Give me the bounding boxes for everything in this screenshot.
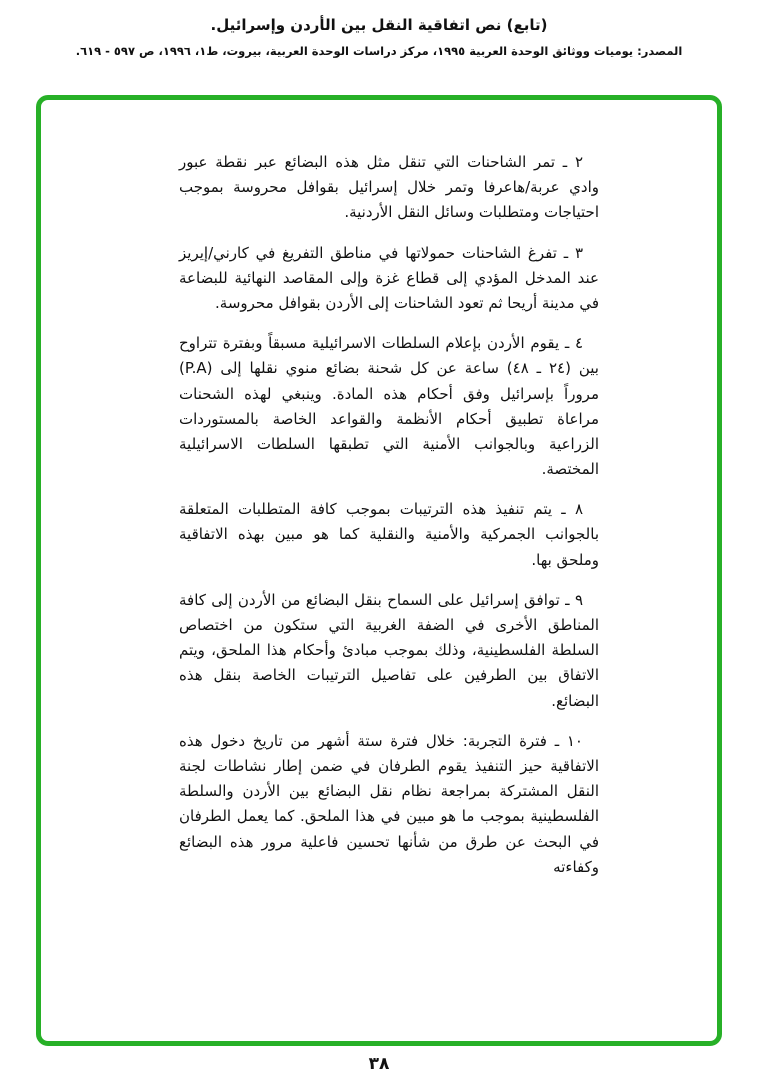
paragraph-8: ٨ ـ يتم تنفيذ هذه الترتيبات بموجب كافة المتطلبات المتعلقة بالجوانب الجمركية والأمنية والنقلية كما هو مبين بهذه الاتفاقية وملحق بها. [179, 500, 599, 569]
document-title: (تابع) نص اتفاقية النقل بين الأردن وإسرائيل. [210, 16, 548, 34]
content-border-box [36, 95, 722, 1046]
paragraph-2: ٢ ـ تمر الشاحنات التي تنقل مثل هذه البضائع عبر نقطة عبور وادي عربة/هاعرفا وتمر خلال إسرائيل بقوافل محروسة بموجب احتياجات ومتطلبات وسائل النقل الأردنية. [179, 153, 599, 222]
paragraph-9: ٩ ـ توافق إسرائيل على السماح بنقل البضائع من الأردن إلى كافة المناطق الأخرى في الضفة الغربية التي ستكون من اختصاص السلطة الفلسطينية، وذلك بموجب مبادئ وأحكام هذا الملحق، ويتم الاتفاق بين الطرفين على تفاصيل الترتيبات الخاصة بنقل هذه البضائع. [179, 590, 599, 710]
paragraph-4: ٤ ـ يقوم الأردن بإعلام السلطات الاسرائيلية مسبقاً وبفترة تتراوح بين (٢٤ ـ ٤٨) ساعة عن كل شحنة بضائع منوي نقلها إلى (P.A) مروراً بإسرائيل وفق أحكام هذه المادة. وينبغي لهذه الشحنات مراعاة تطبيق أحكام الأنظمة والقواعد الخاصة بالمستوردات الزراعية وبالجوانب الأمنية التي تطبقها السلطات الاسرائيلية المختصة. [179, 334, 599, 479]
document-body [179, 150, 599, 895]
page-header [0, 0, 758, 58]
paragraph-3: ٣ ـ تفرغ الشاحنات حمولاتها في مناطق التفريغ في كارني/إيريز عند المدخل المؤدي إلى قطاع غزة وإلى المقاصد النهائية للبضاعة في مدينة أريحا ثم تعود الشاحنات إلى الأردن بقوافل محروسة. [179, 243, 599, 312]
source-citation: المصدر: يوميات ووثائق الوحدة العربية ١٩٩٥، مركز دراسات الوحدة العربية، بيروت، ط١، ١٩٩٦، ص ٥٩٧ - ٦١٩. [75, 44, 683, 58]
paragraph-10: ١٠ ـ فترة التجربة: خلال فترة ستة أشهر من تاريخ دخول هذه الاتفاقية حيز التنفيذ يقوم الطرفان في ضمن إطار نشاطات لجنة النقل المشتركة بمراجعة نظام نقل البضائع بين الأردن والسلطة الفلسطينية بموجب ما هو مبين في هذا الملحق. كما يعمل الطرفان في البحث عن طرق من شأنها تحسين فاعلية مرور هذه البضائع وكفاءته [179, 731, 599, 876]
page-number: ٣٨ [368, 1054, 390, 1074]
